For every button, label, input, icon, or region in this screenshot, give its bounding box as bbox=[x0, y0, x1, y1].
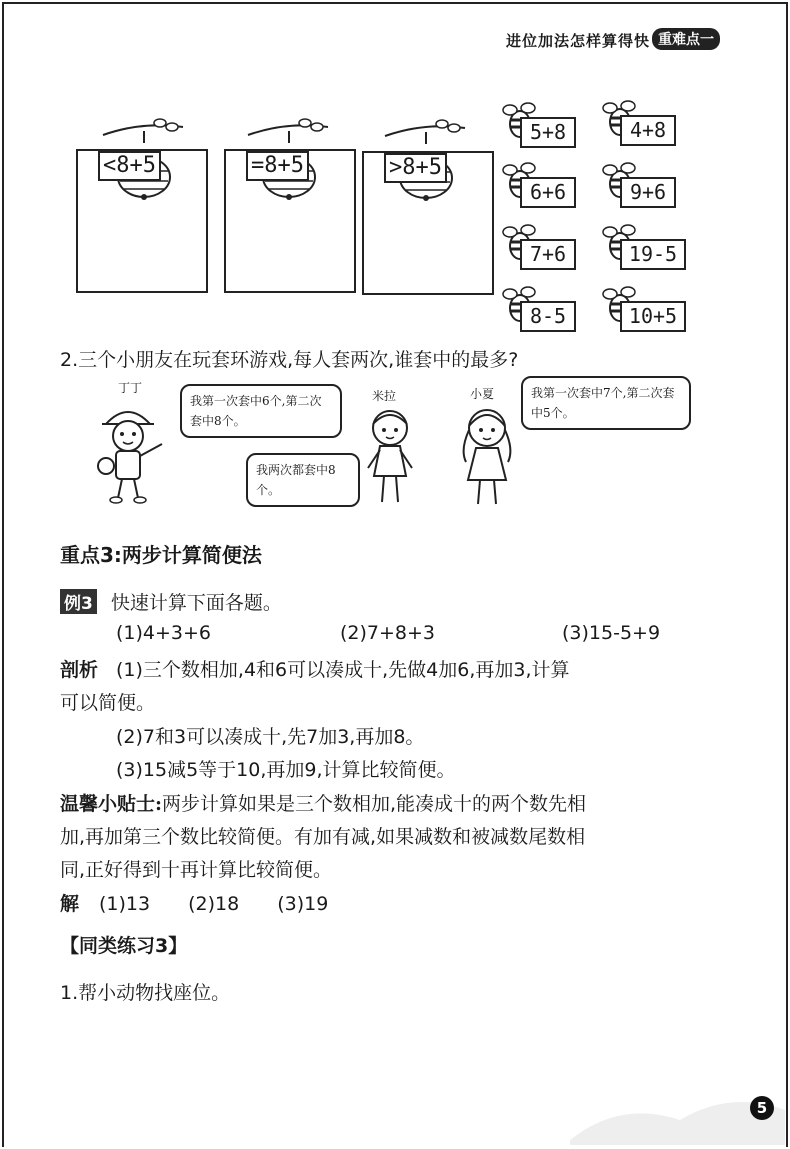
tip-line-3: 同,正好得到十再计算比较简便。 bbox=[60, 859, 333, 881]
answer-3: (3)19 bbox=[277, 893, 329, 915]
answer-2: (2)18 bbox=[188, 893, 240, 915]
frame-left bbox=[2, 2, 4, 1147]
speech-text: 我第一次套中6个,第二次套中8个。 bbox=[190, 394, 322, 428]
speech-bubble-dingding bbox=[180, 384, 342, 438]
analysis-line-3: (2)7和3可以凑成十,先7加3,再加8。 bbox=[116, 726, 425, 748]
bee-expression: 5+8 bbox=[520, 117, 576, 148]
problem-3: (3)15-5+9 bbox=[562, 622, 661, 644]
bee-expression: 10+5 bbox=[620, 301, 686, 332]
background-decoration bbox=[560, 1010, 785, 1145]
bee-expression: 6+6 bbox=[520, 177, 576, 208]
problem-1: (1)4+3+6 bbox=[116, 622, 212, 644]
analysis-label: 剖析 bbox=[60, 659, 99, 681]
frame-right bbox=[786, 2, 788, 1147]
bee-card[interactable] bbox=[600, 284, 720, 330]
bee-expression: 8-5 bbox=[520, 301, 576, 332]
bee-card[interactable] bbox=[600, 222, 720, 268]
solution-label: 解 bbox=[60, 893, 80, 915]
page-number: 5 bbox=[750, 1096, 774, 1120]
chapter-title: 进位加法怎样算得快 bbox=[506, 32, 651, 50]
bee-expression: 4+8 bbox=[620, 115, 676, 146]
tip-line-1 bbox=[60, 789, 586, 816]
analysis-p1a: (1)三个数相加,4和6可以凑成十,先做4加6,再加3,计算 bbox=[116, 659, 570, 681]
example-prompt: 快速计算下面各题。 bbox=[110, 592, 282, 614]
kid-name-xiaoxia: 小夏 bbox=[470, 387, 495, 401]
kid-name-dingding: 丁丁 bbox=[118, 381, 143, 395]
answer-1: (1)13 bbox=[99, 893, 151, 915]
question-2: 2.三个小朋友在玩套环游戏,每人套两次,谁套中的最多? bbox=[60, 349, 519, 371]
section-title: 重点3:两步计算简便法 bbox=[60, 543, 262, 567]
problem-2: (2)7+8+3 bbox=[340, 622, 436, 644]
bee-expression: 9+6 bbox=[620, 177, 676, 208]
analysis-line-2: 可以简便。 bbox=[60, 692, 156, 714]
hive-label: =8+5 bbox=[246, 151, 309, 181]
speech-bubble-mila bbox=[246, 453, 360, 507]
speech-text: 我第一次套中7个,第二次套中5个。 bbox=[531, 386, 675, 420]
speech-text: 我两次都套中8个。 bbox=[256, 463, 336, 497]
analysis-line-4: (3)15减5等于10,再加9,计算比较简便。 bbox=[116, 759, 456, 781]
practice-question-1: 1.帮小动物找座位。 bbox=[60, 982, 231, 1004]
example-3-line bbox=[60, 588, 282, 615]
chapter-badge: 重难点一 bbox=[652, 28, 720, 50]
solution-line bbox=[60, 889, 328, 916]
frame-top bbox=[2, 2, 788, 4]
bee-card[interactable] bbox=[600, 160, 720, 206]
example-tag: 例3 bbox=[60, 589, 97, 614]
hive-label: <8+5 bbox=[98, 151, 161, 181]
hive-label: >8+5 bbox=[384, 153, 447, 183]
kid-name-mila: 米拉 bbox=[372, 389, 397, 403]
practice-heading: 【同类练习3】 bbox=[60, 935, 188, 957]
analysis-line-1 bbox=[60, 655, 570, 682]
speech-bubble-xiaoxia bbox=[521, 376, 691, 430]
bee-expression: 7+6 bbox=[520, 239, 576, 270]
girl-mila-icon bbox=[360, 404, 420, 509]
bee-expression: 19-5 bbox=[620, 239, 686, 270]
boy-dingding-icon bbox=[88, 396, 168, 506]
girl-xiaoxia-icon bbox=[452, 402, 522, 510]
bee-card[interactable] bbox=[600, 98, 720, 144]
tip-label: 温馨小贴士: bbox=[60, 793, 163, 815]
tip-text-1: 两步计算如果是三个数相加,能凑成十的两个数先相 bbox=[162, 793, 587, 815]
tip-line-2: 加,再加第三个数比较简便。有加有减,如果减数和被减数尾数相 bbox=[60, 826, 586, 848]
